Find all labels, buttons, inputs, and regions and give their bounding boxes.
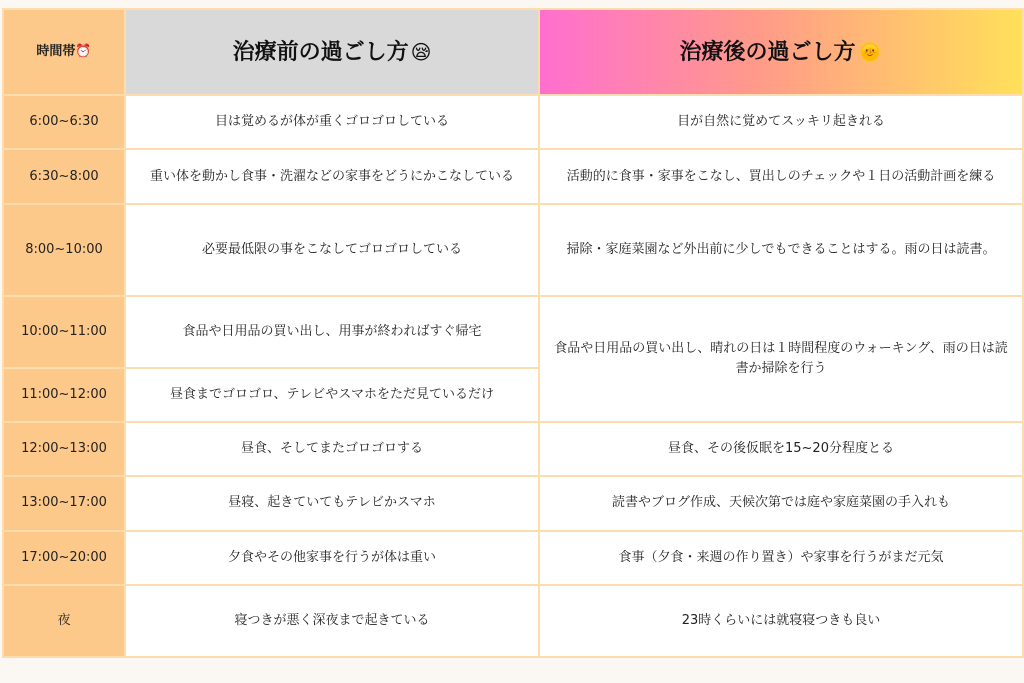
after-cell: 食品や日用品の買い出し、晴れの日は１時間程度のウォーキング、雨の日は読書か掃除を行う [539,296,1023,422]
after-cell: 活動的に食事・家事をこなし、買出しのチェックや１日の活動計画を練る [539,149,1023,203]
sun-icon: 🌞 [857,39,883,64]
schedule-table-container [2,8,1022,658]
after-cell: 食事（夕食・来週の作り置き）や家事を行うがまだ元気 [539,531,1023,585]
after-cell: 読書やブログ作成、天候次第では庭や家庭菜園の手入れも [539,476,1023,530]
table-row [3,204,1023,296]
table-row [3,149,1023,203]
time-cell: 17:00~20:00 [3,531,125,585]
header-row [3,9,1023,95]
after-cell: 23時くらいには就寝寝つきも良い [539,585,1023,657]
alarm-clock-icon: ⏰ [75,44,92,60]
time-cell: 11:00~12:00 [3,368,125,422]
time-cell: 12:00~13:00 [3,422,125,476]
before-cell: 昼寝、起きていてもテレビかスマホ [125,476,539,530]
before-treatment-header [125,9,539,95]
before-header-label: 治療前の過ごし方 [232,39,409,65]
after-treatment-header [539,9,1023,95]
after-cell: 昼食、その後仮眠を15~20分程度とる [539,422,1023,476]
before-cell: 寝つきが悪く深夜まで起きている [125,585,539,657]
before-cell: 食品や日用品の買い出し、用事が終わればすぐ帰宅 [125,296,539,368]
schedule-comparison-table [2,8,1024,658]
time-cell: 6:30~8:00 [3,149,125,203]
before-cell: 重い体を動かし食事・洗濯などの家事をどうにかこなしている [125,149,539,203]
time-column-header [3,9,125,95]
before-cell: 昼食までゴロゴロ、テレビやスマホをただ見ているだけ [125,368,539,422]
after-header-label: 治療後の過ごし方 [679,39,856,65]
table-row [3,476,1023,530]
time-cell: 13:00~17:00 [3,476,125,530]
table-row [3,585,1023,657]
before-cell: 昼食、そしてまたゴロゴロする [125,422,539,476]
table-row [3,422,1023,476]
time-header-label: 時間帯 [36,44,76,60]
after-cell: 目が自然に覚めてスッキリ起きれる [539,95,1023,149]
before-cell: 必要最低限の事をこなしてゴロゴロしている [125,204,539,296]
time-cell: 夜 [3,585,125,657]
time-cell: 6:00~6:30 [3,95,125,149]
before-cell: 目は覚めるが体が重くゴロゴロしている [125,95,539,149]
table-row [3,296,1023,368]
after-cell: 掃除・家庭菜園など外出前に少しでもできることはする。雨の日は読書。 [539,204,1023,296]
table-row [3,95,1023,149]
before-cell: 夕食やその他家事を行うが体は重い [125,531,539,585]
sleepy-face-icon: 😪 [410,39,432,64]
table-row [3,531,1023,585]
time-cell: 10:00~11:00 [3,296,125,368]
time-cell: 8:00~10:00 [3,204,125,296]
